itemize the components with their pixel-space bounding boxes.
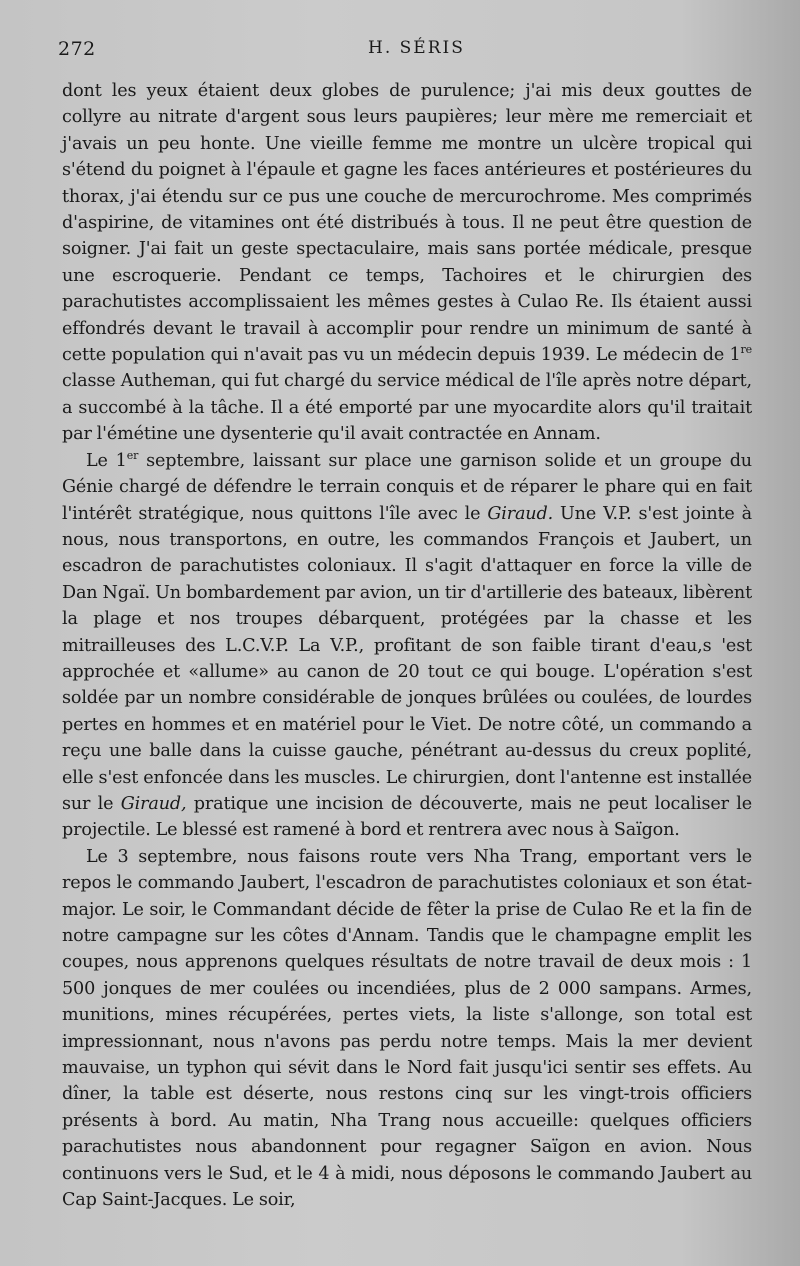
page-number: 272 [58, 38, 96, 60]
paragraph-1 [62, 78, 752, 448]
paragraph-2-text-c: Une V.P. s'est jointe à nous, nous transportons, en outre, les commandos François et Jaubert, un escadron de parachutistes coloniaux. Il s'agit d'attaquer en force la ville de Dan Ngaï. Un bombardement par avion, un tir d'artillerie des bateaux, libèrent la plage et nos troupes débarquent, protégées par la chasse et les mitrailleuses des L.C.V.P. La V.P., profitant de son faible tirant d'eau,s 'est approchée et «allume» au canon de 20 tout ce qui bouge. L'opération s'est soldée par un nombre considérable de jonques brûlées ou coulées, de lourdes pertes en hommes et en matériel pour le Viet. De notre côté, un commando a reçu une balle dans la cuisse gauche, pénétrant au-dessus du creux poplité, elle s'est enfoncée dans les muscles. Le chirurgien, dont l'antenne est installée sur le [62, 503, 752, 814]
paragraph-2-text-d: pratique une incision de découverte, mais ne peut localiser le projectile. Le blessé est ramené à bord et rentrera avec nous à Saïgon. [62, 793, 752, 841]
ship-name-giraud: Giraud. [487, 503, 554, 524]
paragraph-2 [62, 448, 752, 844]
running-head [58, 38, 760, 66]
body-text [62, 78, 752, 1213]
paragraph-3: Le 3 septembre, nous faisons route vers Nha Trang, emportant vers le repos le commando Jaubert, l'escadron de parachutistes coloniaux et son état-major. Le soir, le Commandant décide de fêter la prise de Culao Re et la fin de notre campagne sur les côtes d'Annam. Tandis que le champagne emplit les coupes, nous apprenons quelques résultats de notre travail de deux mois : 1 500 jonques de mer coulées ou incendiées, plus de 2 000 sampans. Armes, munitions, mines récupérées, pertes viets, la liste s'allonge, son total est impressionnant, nous n'avons pas perdu notre temps. Mais la mer devient mauvaise, un typhon qui sévit dans le Nord fait jusqu'ici sentir ses effets. Au dîner, la table est déserte, nous restons cinq sur les vingt-trois officiers présents à bord. Au matin, Nha Trang nous accueille: quelques officiers parachutistes nous abandonnent pour regagner Saïgon en avion. Nous continuons vers le Sud, et le 4 à midi, nous déposons le commando Jaubert au Cap Saint-Jacques. Le soir, [62, 846, 752, 1211]
paragraph-2-text-a: Le 1 [86, 450, 127, 471]
paragraph-1-text-a: dont les yeux étaient deux globes de purulence; j'ai mis deux gouttes de collyre au nitrate d'argent sous leurs paupières; leur mère me remerciait et j'avais un peu honte. Une vieille femme me montre un ulcère tropical qui s'étend du poignet à l'épaule et gagne les faces antérieures et postérieures du thorax, j'ai étendu sur ce pus une couche de mercurochrome. Mes comprimés d'aspirine, de vitamines ont été distribués à tous. Il ne peut être question de soigner. J'ai fait un geste spectaculaire, mais sans portée médicale, presque une escroquerie. Pendant ce temps, Tachoires et le chirurgien des parachutistes accomplissaient les mêmes gestes à Culao Re. Ils étaient aussi effondrés devant le travail à accomplir pour rendre un minimum de santé à cette population qui n'avait pas vu un médecin depuis 1939. Le médecin de 1 [62, 81, 752, 366]
paragraph-2-text-b: septembre, laissant sur place une garnison solide et un groupe du Génie chargé de défendre le terrain conquis et de réparer le phare qui en fait l'intérêt stratégique, nous quittons l'île avec le [62, 450, 752, 524]
ship-name-giraud: Giraud, [120, 793, 187, 814]
paragraph-1-text-b: classe Autheman, qui fut chargé du service médical de l'île après notre départ, a succombé à la tâche. Il a été emporté par une myocardite alors qu'il traitait par l'émétine une dysenterie qu'il avait contractée en Annam. [62, 371, 752, 445]
ordinal-suffix-er: er [126, 448, 139, 462]
ordinal-suffix-re: re [740, 343, 752, 357]
running-head-author: H. SÉRIS [368, 38, 465, 58]
